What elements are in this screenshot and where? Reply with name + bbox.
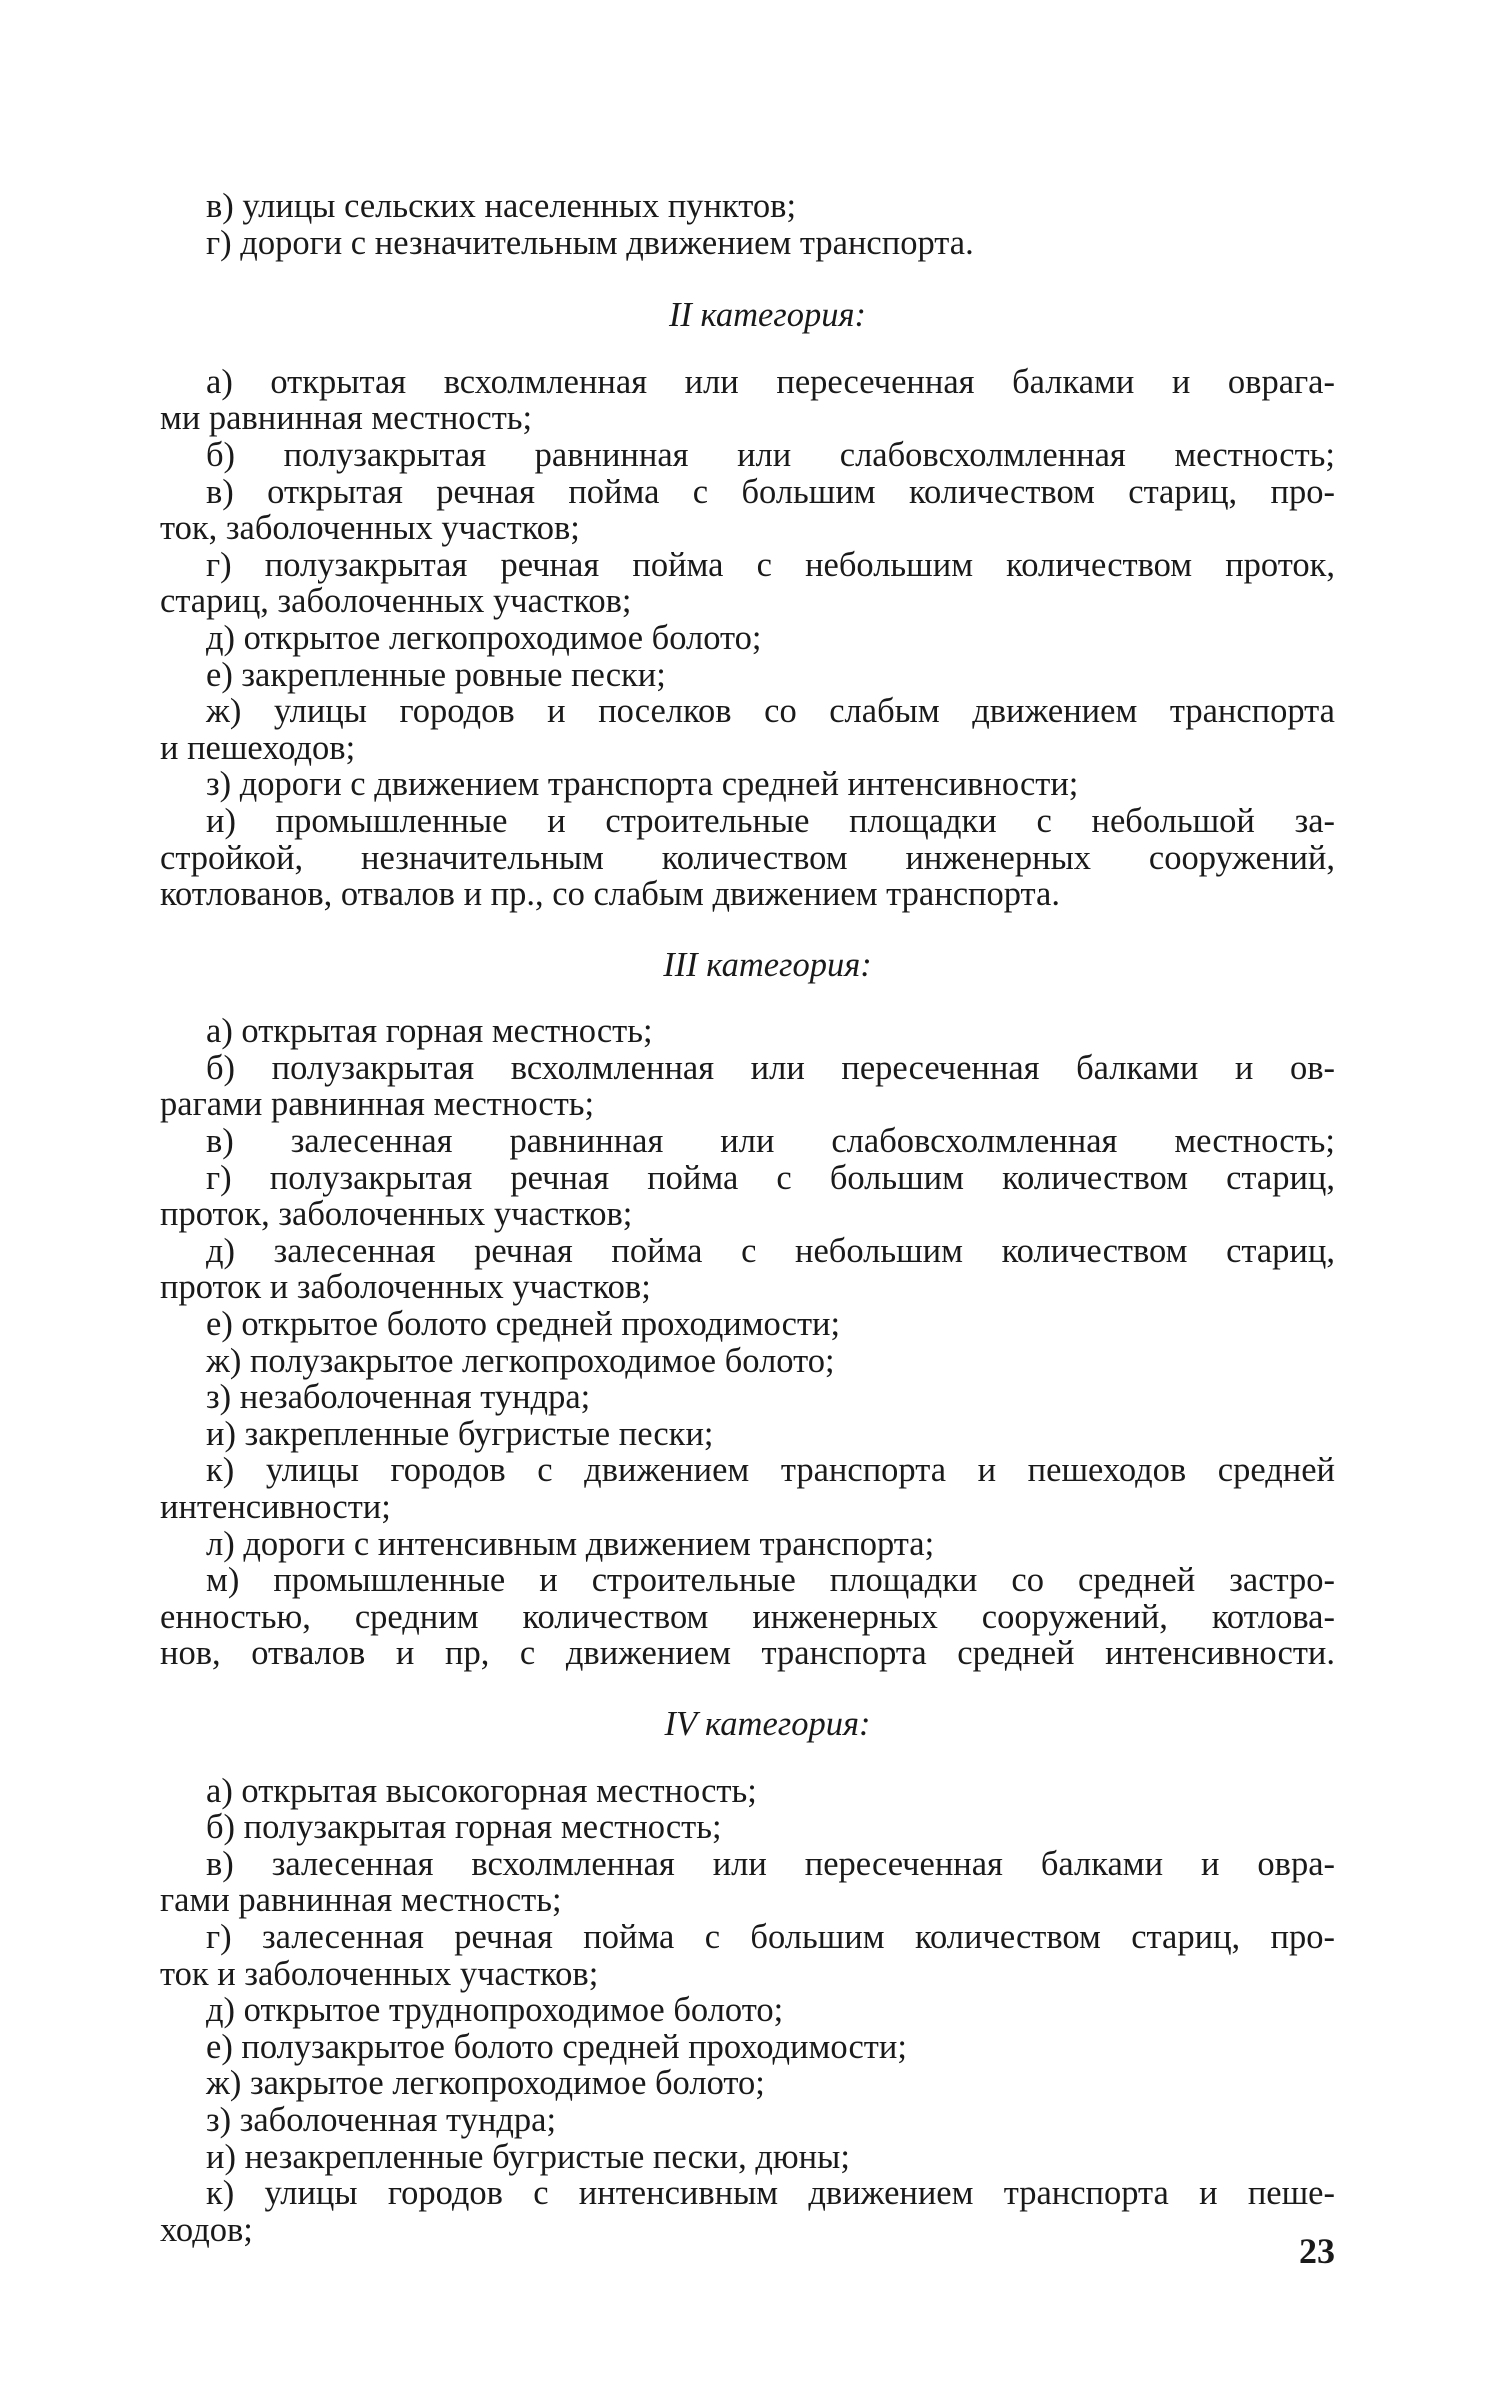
list-line: интенсивности; (160, 1488, 391, 1526)
list-line: д) открытое легкопроходимое болото; (206, 618, 762, 657)
list-line: з) незаболоченная тундра; (206, 1378, 591, 1417)
list-line: к) улицы городов с движением транспорта и пешеходов средней (206, 1451, 1335, 1490)
list-line: и) закрепленные бугристые пески; (206, 1414, 714, 1453)
sections-container (160, 297, 1335, 2248)
list-line: з) дороги с движением транспорта средней интенсивности; (206, 765, 1079, 804)
list-line: е) закрепленные ровные пески; (206, 655, 666, 694)
list-line: м) промышленные и строительные площадки со средней застро- (206, 1561, 1335, 1600)
list-line: котлованов, отвалов и пр., со слабым движением транспорта. (160, 875, 1060, 914)
section-list (160, 1013, 1335, 1672)
list-line: а) открытая высокогорная местность; (206, 1771, 757, 1810)
section-heading: IV категория: (664, 1704, 871, 1743)
page-body-text (160, 188, 1335, 2248)
list-line: ж) закрытое легкопроходимое болото; (206, 2064, 765, 2103)
list-line: стройкой, незначительным количеством инженерных сооружений, (160, 838, 1335, 877)
list-line: проток и заболоченных участков; (160, 1268, 651, 1307)
list-line: и) незакрепленные бугристые пески, дюны; (206, 2137, 850, 2176)
list-line: г) залесенная речная пойма с большим количеством стариц, про- (206, 1917, 1335, 1956)
intro-block (160, 188, 1335, 261)
list-line: б) полузакрытая равнинная или слабовсхолмленная местность; (206, 435, 1335, 474)
intro-line: в) улицы сельских населенных пунктов; (206, 187, 797, 225)
list-line: б) полузакрытая всхолмленная или пересеченная балками и ов- (206, 1048, 1335, 1087)
section-list (160, 1773, 1335, 2249)
list-line: енностью, средним количеством инженерных сооружений, котлова- (160, 1597, 1335, 1636)
list-line: ток и заболоченных участков; (160, 1954, 599, 1993)
list-line: ми равнинная местность; (160, 399, 533, 438)
list-line: нов, отвалов и пр, с движением транспорта средней интенсивности. (160, 1634, 1335, 1673)
list-line: и) промышленные и строительные площадки с небольшой за- (206, 801, 1335, 840)
list-line: д) залесенная речная пойма с небольшим количеством стариц, (206, 1231, 1335, 1270)
list-line: и пешеходов; (160, 728, 356, 767)
list-line: г) полузакрытая речная пойма с небольшим количеством проток, (206, 545, 1335, 584)
list-line: к) улицы городов с интенсивным движением транспорта и пеше- (206, 2174, 1335, 2213)
list-line: в) залесенная равнинная или слабовсхолмленная местность; (206, 1122, 1335, 1161)
list-line: рагами равнинная местность; (160, 1085, 595, 1124)
list-line: е) открытое болото средней проходимости; (206, 1305, 841, 1344)
list-line: г) полузакрытая речная пойма с большим количеством стариц, (206, 1158, 1335, 1197)
list-line: в) залесенная всхолмленная или пересеченная балками и овра- (206, 1844, 1335, 1883)
list-line: д) открытое труднопроходимое болото; (206, 1991, 784, 2030)
list-line: а) открытая всхолмленная или пересеченная балками и оврага- (206, 362, 1335, 401)
list-line: ток, заболоченных участков; (160, 509, 580, 548)
list-line: е) полузакрытое болото средней проходимости; (206, 2027, 907, 2066)
section-heading: III категория: (663, 945, 872, 984)
list-line: а) открытая горная местность; (206, 1012, 653, 1051)
list-line: ходов; (160, 2210, 253, 2249)
list-line: в) открытая речная пойма с большим количеством стариц, про- (206, 472, 1335, 511)
intro-line: г) дороги с незначительным движением транспорта. (206, 223, 974, 262)
list-line: гами равнинная местность; (160, 1881, 562, 1920)
list-line: б) полузакрытая горная местность; (206, 1808, 722, 1847)
section-list (160, 364, 1335, 913)
page-number: 23 (1299, 2231, 1335, 2271)
list-line: л) дороги с интенсивным движением транспорта; (206, 1524, 935, 1563)
list-line: з) заболоченная тундра; (206, 2100, 557, 2139)
list-line: ж) полузакрытое легкопроходимое болото; (206, 1341, 835, 1380)
list-line: ж) улицы городов и поселков со слабым движением транспорта (206, 692, 1335, 731)
list-line: стариц, заболоченных участков; (160, 582, 632, 621)
list-line: проток, заболоченных участков; (160, 1195, 633, 1234)
section-heading: II категория: (668, 296, 867, 335)
